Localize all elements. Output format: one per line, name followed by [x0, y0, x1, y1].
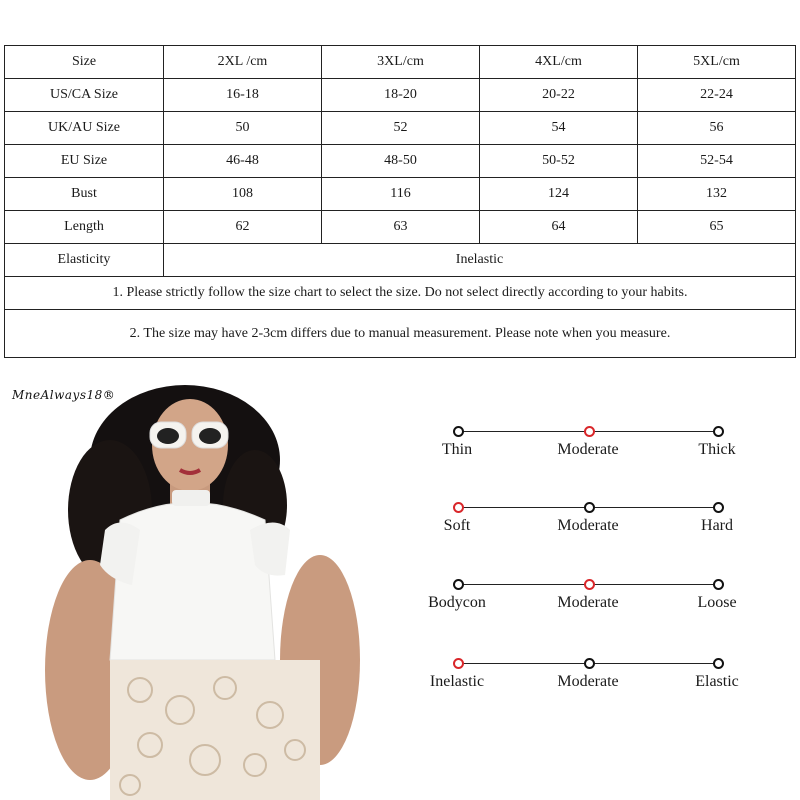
table-cell: 116 — [322, 178, 480, 211]
table-cell: 64 — [480, 211, 638, 244]
scale-dot — [453, 658, 464, 669]
elasticity-value: Inelastic — [164, 244, 796, 277]
scale-dot — [713, 502, 724, 513]
table-cell: 50 — [164, 112, 322, 145]
scale-label: Loose — [697, 594, 737, 611]
scale-dot — [713, 426, 724, 437]
table-cell: 56 — [638, 112, 796, 145]
header-cell: 2XL /cm — [164, 46, 322, 79]
size-chart-table — [4, 45, 796, 358]
scale-label: Moderate — [557, 594, 619, 611]
scale-dot — [713, 658, 724, 669]
table-cell: 63 — [322, 211, 480, 244]
header-cell: 4XL/cm — [480, 46, 638, 79]
scale-dot — [584, 579, 595, 590]
note-row — [5, 277, 796, 310]
row-label: US/CA Size — [5, 79, 164, 112]
scale-label: Elastic — [695, 673, 739, 690]
scale-dot — [453, 426, 464, 437]
row-label: Bust — [5, 178, 164, 211]
elasticity-scale — [420, 657, 750, 717]
fit-scale — [420, 578, 750, 638]
scale-label: Inelastic — [429, 673, 485, 690]
scale-label: Moderate — [557, 441, 619, 458]
scale-dot — [453, 579, 464, 590]
table-cell: 62 — [164, 211, 322, 244]
size-note-1: 1. Please strictly follow the size chart to select the size. Do not select directly according to your habits. — [5, 277, 796, 310]
scale-label: Soft — [443, 517, 471, 534]
table-cell: 52 — [322, 112, 480, 145]
scale-label: Bodycon — [428, 594, 486, 611]
scale-dot — [713, 579, 724, 590]
model-photo — [0, 370, 380, 800]
header-cell: Size — [5, 46, 164, 79]
table-cell: 22-24 — [638, 79, 796, 112]
scale-dot — [584, 658, 595, 669]
table-cell: 124 — [480, 178, 638, 211]
scale-label: Thin — [441, 441, 473, 458]
scale-dot — [584, 502, 595, 513]
row-label: EU Size — [5, 145, 164, 178]
row-label: Elasticity — [5, 244, 164, 277]
header-cell: 3XL/cm — [322, 46, 480, 79]
table-cell: 52-54 — [638, 145, 796, 178]
brand-logo: MneAlways18® — [12, 388, 116, 402]
table-row — [5, 178, 796, 211]
table-cell: 50-52 — [480, 145, 638, 178]
header-cell: 5XL/cm — [638, 46, 796, 79]
scale-dot — [453, 502, 464, 513]
scale-label: Moderate — [557, 517, 619, 534]
scale-label: Hard — [701, 517, 733, 534]
table-cell: 54 — [480, 112, 638, 145]
table-row — [5, 145, 796, 178]
table-row — [5, 211, 796, 244]
table-cell: 48-50 — [322, 145, 480, 178]
table-header-row — [5, 46, 796, 79]
table-cell: 20-22 — [480, 79, 638, 112]
scale-dot — [584, 426, 595, 437]
softness-scale — [420, 501, 750, 561]
row-label: UK/AU Size — [5, 112, 164, 145]
table-cell: 132 — [638, 178, 796, 211]
table-row — [5, 112, 796, 145]
elasticity-row — [5, 244, 796, 277]
table-cell: 46-48 — [164, 145, 322, 178]
table-cell: 65 — [638, 211, 796, 244]
note-row — [5, 310, 796, 358]
table-cell: 16-18 — [164, 79, 322, 112]
row-label: Length — [5, 211, 164, 244]
thickness-scale — [420, 425, 750, 485]
table-cell: 108 — [164, 178, 322, 211]
table-cell: 18-20 — [322, 79, 480, 112]
table-row — [5, 79, 796, 112]
scale-label: Moderate — [557, 673, 619, 690]
scale-label: Thick — [698, 441, 736, 458]
size-note-2: 2. The size may have 2-3cm differs due to manual measurement. Please note when you measure. — [5, 310, 796, 358]
